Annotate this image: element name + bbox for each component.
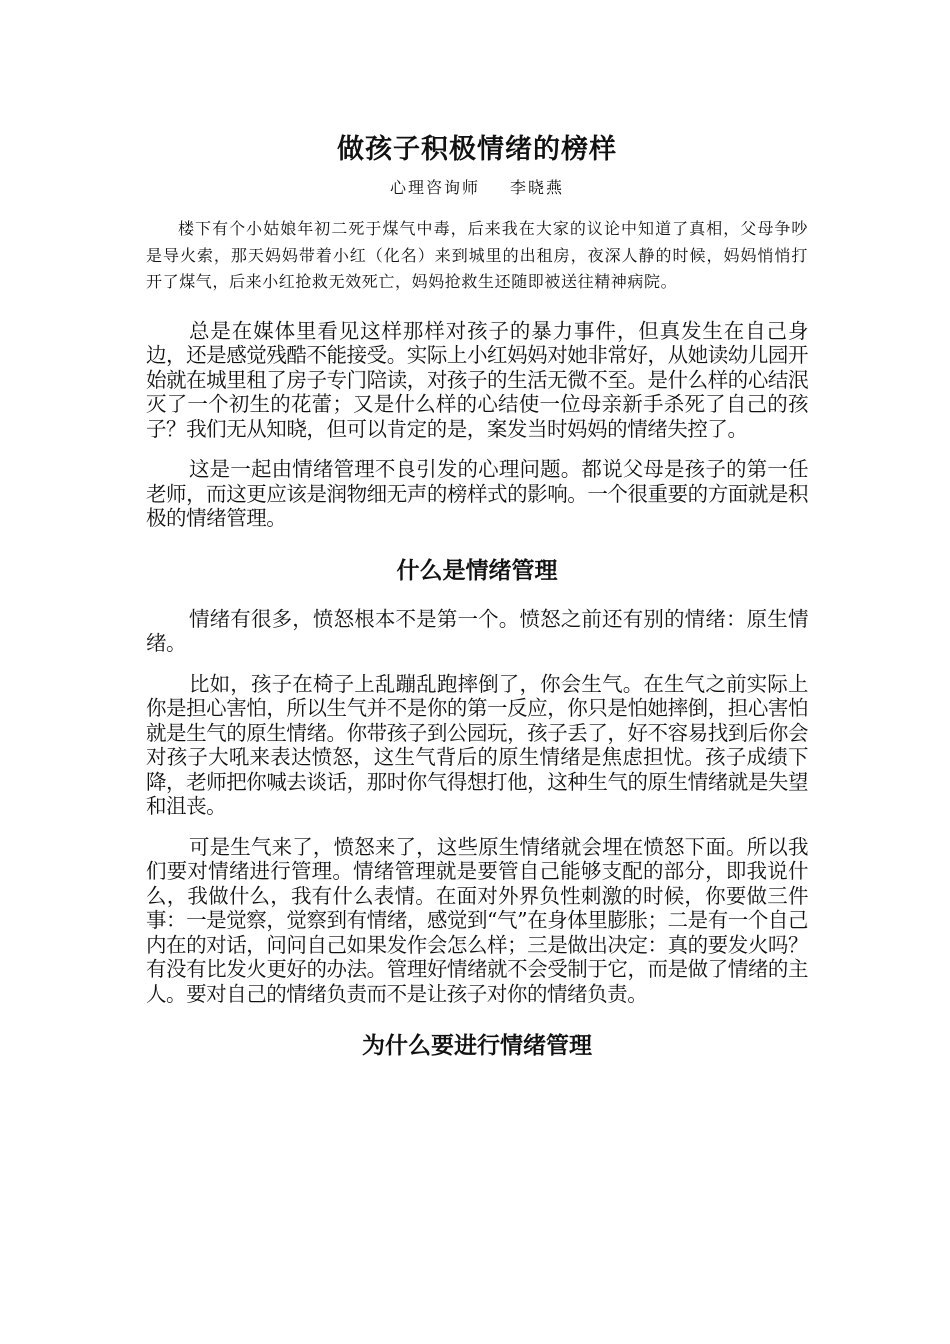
section-heading: 什么是情绪管理 [396,556,558,584]
section-heading: 为什么要进行情绪管理 [362,1032,592,1059]
body-paragraph: 总是在媒体里看见这样那样对孩子的暴力事件，但真发生在自己身边，还是感觉残酷不能接受。实际上小红妈妈对她非常好，从她读幼儿园开始就在城里租了房子专门陪读，对孩子的生活无微不至。是什么样的心结泯灭了一个初生的花蕾；又是什么样的心结使一位母亲新手杀死了自己的孩子？我们无从知晓，但可以肯定的是，案发当时妈妈的情绪失控了。 [146,318,808,441]
section-paragraph: 比如，孩子在椅子上乱蹦乱跑摔倒了，你会生气。在生气之前实际上你是担心害怕，所以生气并不是你的第一反应，你只是怕她摔倒，担心害怕就是生气的原生情绪。你带孩子到公园玩，孩子丢了，好不容易找到后你会对孩子大吼来表达愤怒，这生气背后的原生情绪是焦虑担忧。孩子成绩下降，老师把你喊去谈话，那时你气得想打他，这种生气的原生情绪就是失望和沮丧。 [146,671,808,818]
document-title: 做孩子积极情绪的榜样 [337,134,617,165]
section-paragraph: 可是生气来了，愤怒来了，这些原生情绪就会埋在愤怒下面。所以我们要对情绪进行管理。情绪管理就是要管自己能够支配的部分，即我说什么，我做什么，我有什么表情。在面对外界负性刺激的时候，你要做三件事：一是觉察，觉察到有情绪，感觉到“气”在身体里膨胀；二是有一个自己内在的对话，问问自己如果发作会怎么样；三是做出决定：真的要发火吗？有没有比发火更好的办法。管理好情绪就不会受制于它，而是做了情绪的主人。要对自己的情绪负责而不是让孩子对你的情绪负责。 [146,834,808,1006]
document-page [146,130,808,1062]
author-role: 心理咨询师 [389,178,480,197]
body-paragraph: 这是一起由情绪管理不良引发的心理问题。都说父母是孩子的第一任老师，而这更应该是润物细无声的榜样式的影响。一个很重要的方面就是积极的情绪管理。 [146,457,808,530]
section-paragraph: 情绪有很多，愤怒根本不是第一个。愤怒之前还有别的情绪：原生情绪。 [146,606,808,655]
author-byline [146,176,808,200]
author-name: 李晓燕 [510,178,565,197]
intro-paragraph: 楼下有个小姑娘年初二死于煤气中毒，后来我在大家的议论中知道了真相，父母争吵是导火索，那天妈妈带着小红（化名）来到城里的出租房，夜深人静的时候，妈妈悄悄打开了煤气，后来小红抢救无效死亡，妈妈抢救生还随即被送往精神病院。 [146,219,808,291]
